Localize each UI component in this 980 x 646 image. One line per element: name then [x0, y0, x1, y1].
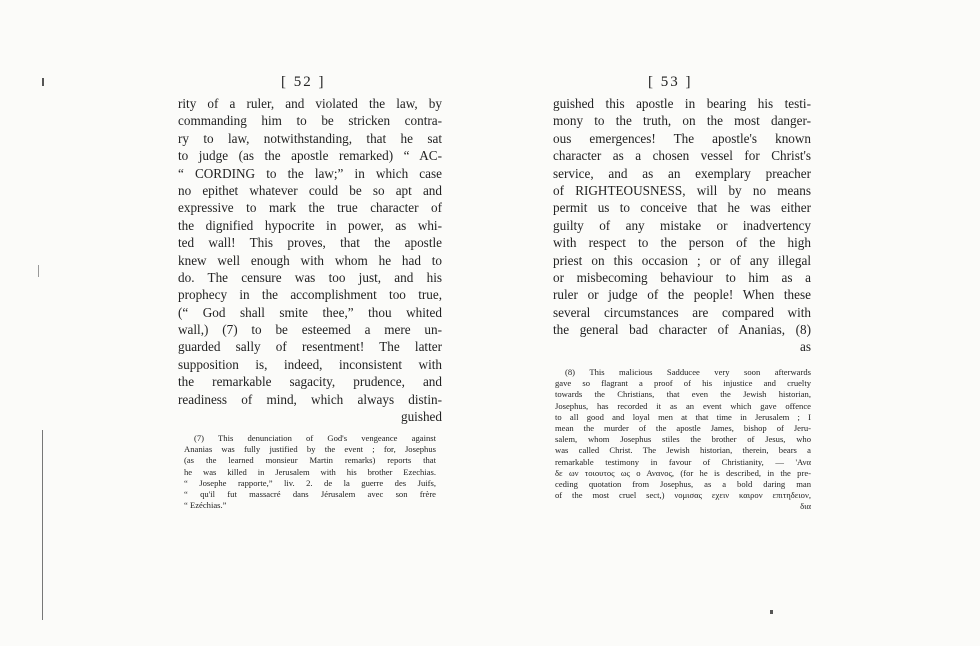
text-line: ruler or judge of the people! When these [553, 287, 811, 303]
catchword: as [800, 339, 811, 355]
text-line: permit us to conceive that he was either [553, 200, 811, 216]
text-line: readiness of mind, which always distin- [178, 391, 442, 407]
text-line: ry to law, notwithstanding, that he sat [178, 130, 442, 146]
text-line: guished this apostle in bearing his testi- [553, 96, 811, 111]
text-line: expressive to mark the true character of [178, 200, 442, 216]
text-line: supposition is, indeed, inconsistent with [178, 356, 442, 372]
page-body [553, 95, 811, 356]
footnote-line: towards the Christians, that even the Jewish historian, [555, 389, 811, 400]
scan-mark [38, 265, 39, 277]
text-line: character as a chosen vessel for Christ's [553, 148, 811, 164]
text-line: (“ God shall smite thee,” thou whited [178, 304, 442, 320]
footnote-line: Josephus, has recorded it as an event which gave offence [555, 400, 811, 411]
footnote-line: of the most cruel sect,) νομισας εχειν καιρον επιτηδειον, [555, 490, 811, 501]
text-line: ous emergences! The apostle's known [553, 130, 811, 146]
page-body [178, 95, 442, 425]
text-line: the general bad character of Ananias, (8) [553, 322, 811, 338]
footnote [184, 433, 436, 511]
footnote-line: salem, whom Josephus stiles the brother of Jesus, who [555, 434, 811, 445]
text-line: no epithet whatever could be so apt and [178, 182, 442, 198]
footnote-line: mean the murder of the apostle James, bishop of Jeru- [555, 422, 811, 433]
text-line: mony to the truth, on the most danger- [553, 113, 811, 129]
footnote-line: gave so flagrant a proof of his injustice and cruelty [555, 378, 811, 389]
footnote-line: “ Josephe rapporte,” liv. 2. de la guerre des Juifs, [184, 477, 436, 488]
text-line: commanding him to be stricken contra- [178, 113, 442, 129]
text-line: guarded sally of resentment! The latter [178, 339, 442, 355]
text-line: or misbecoming behaviour to him as a [553, 269, 811, 285]
page-number: [ 52 ] [281, 74, 326, 90]
text-line: guilty of any mistake or inadvertency [553, 217, 811, 233]
footnote [555, 367, 811, 512]
text-line: wall,) (7) to be esteemed a mere un- [178, 322, 442, 338]
footnote-line: remarkable testimony in favour of Christianity, — 'Ανα [555, 456, 811, 467]
text-line: the dignified hypocrite in power, as whi- [178, 217, 442, 233]
footnote-line: “ qu'il fut massacré dans Jérusalem avec son frère [184, 488, 436, 499]
footnote-line: was called Christ. The Jewish historian, therein, bears a [555, 445, 811, 456]
page-number: [ 53 ] [648, 74, 693, 90]
footnote-line: (as the learned monsieur Martin remarks) reports that [184, 455, 436, 466]
text-line: do. The censure was too just, and his [178, 269, 442, 285]
text-line: “ CORDING to the law;” in which case [178, 165, 442, 181]
text-line: rity of a ruler, and violated the law, by [178, 96, 442, 111]
text-line: of RIGHTEOUSNESS, will by no means [553, 182, 811, 198]
scan-mark [770, 610, 773, 614]
footnote-line: he was killed in Jerusalem with his brother Ezechias. [184, 466, 436, 477]
footnote-line: δε ων τοιουτος ως ο Ανανος, (for he is described, in the pre- [555, 467, 811, 478]
text-line: knew well enough with whom he had to [178, 252, 442, 268]
footnote-line: “ Ezéchias.” [184, 500, 227, 511]
footnote-line: to all good and loyal men at that time in Jerusalem ; I [555, 411, 811, 422]
footnote-catchword: δια [800, 501, 811, 512]
text-line: service, and as an exemplary preacher [553, 165, 811, 181]
text-line: ted wall! This proves, that the apostle [178, 235, 442, 251]
footnote-line: ceding quotation from Josephus, as a bold daring man [555, 478, 811, 489]
scan-mark [42, 430, 43, 620]
footnote-line: (7) This denunciation of God's vengeance against [194, 433, 436, 443]
text-line: priest on this occasion ; or of any illegal [553, 252, 811, 268]
text-line: several circumstances are compared with [553, 304, 811, 320]
scan-mark [42, 78, 44, 86]
text-line: to judge (as the apostle remarked) “ AC- [178, 148, 442, 164]
text-line: with respect to the person of the high [553, 235, 811, 251]
footnote-line: Ananias was fully justified by the event ; for, Josephus [184, 444, 436, 455]
catchword: guished [400, 409, 442, 425]
text-line: prophecy in the accomplishment too true, [178, 287, 442, 303]
footnote-line: (8) This malicious Sadducee very soon afterwards [565, 367, 811, 377]
text-line: the remarkable sagacity, prudence, and [178, 374, 442, 390]
